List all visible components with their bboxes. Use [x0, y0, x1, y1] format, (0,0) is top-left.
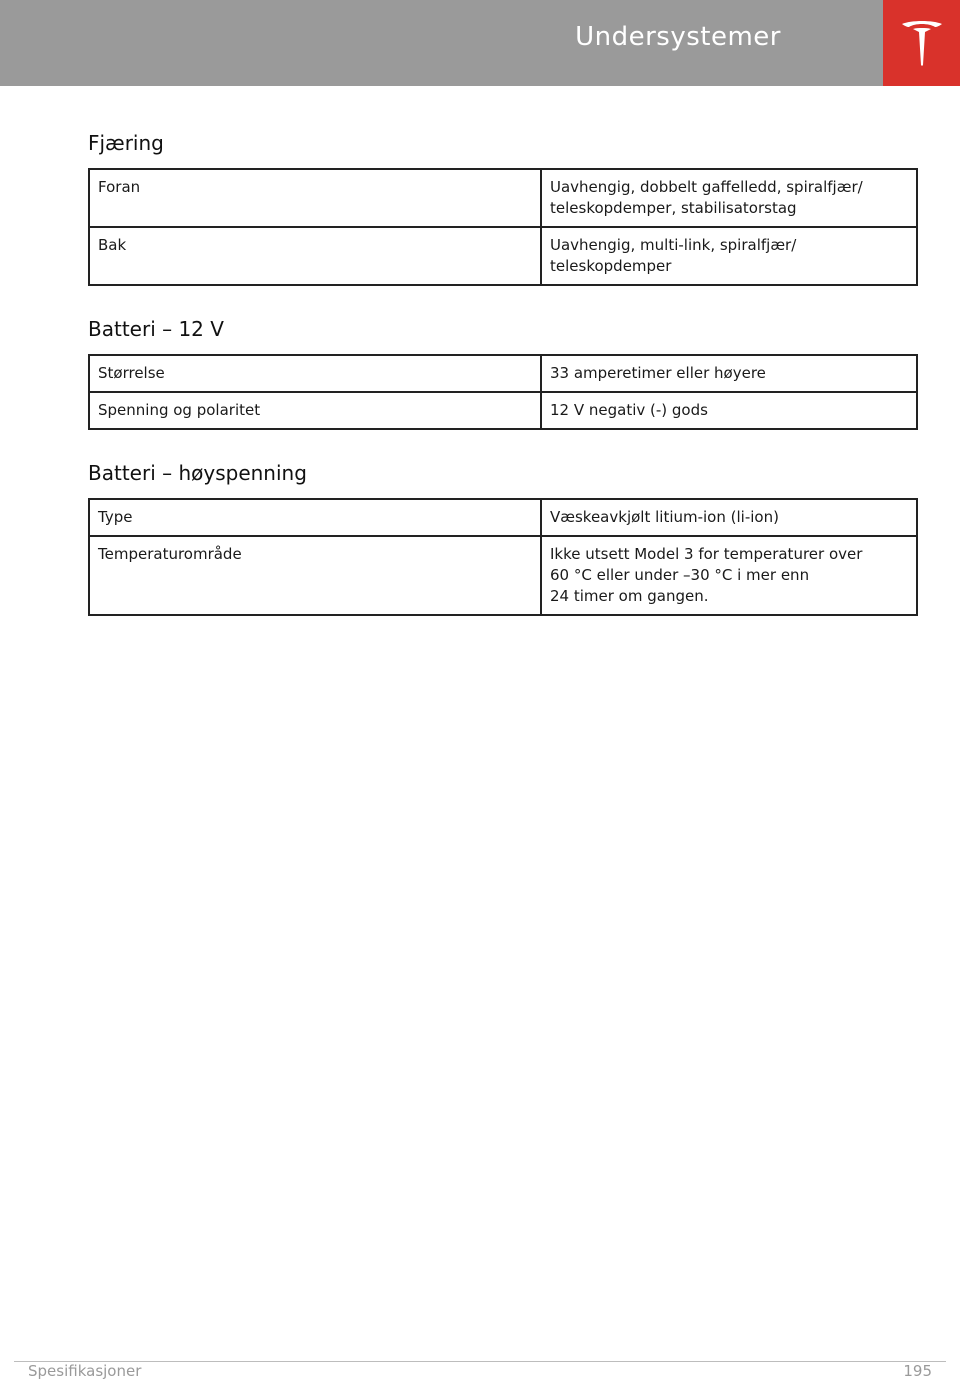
footer-divider	[14, 1361, 946, 1362]
spec-label: Type	[89, 499, 541, 536]
table-row	[89, 392, 917, 429]
spec-value: Uavhengig, multi-link, spiralfjær/ teleskopdemper	[541, 227, 917, 285]
table-row	[89, 169, 917, 227]
spec-table-fjaering	[88, 168, 918, 286]
spec-value: Uavhengig, dobbelt gaffelledd, spiralfjær/ teleskopdemper, stabilisatorstag	[541, 169, 917, 227]
spec-label: Størrelse	[89, 355, 541, 392]
spec-value: 12 V negativ (-) gods	[541, 392, 917, 429]
spec-value: 33 amperetimer eller høyere	[541, 355, 917, 392]
section-title-batteri-12v: Batteri – 12 V	[88, 317, 224, 341]
page-header	[0, 0, 883, 86]
table-row	[89, 499, 917, 536]
footer-section-name: Spesifikasjoner	[28, 1362, 142, 1380]
table-row	[89, 355, 917, 392]
header-title: Undersystemer	[575, 22, 781, 52]
footer-page-number: 195	[903, 1362, 932, 1380]
table-row	[89, 227, 917, 285]
section-title-fjaering: Fjæring	[88, 131, 164, 155]
main-content	[88, 128, 918, 616]
spec-label: Spenning og polaritet	[89, 392, 541, 429]
table-row	[89, 536, 917, 615]
spec-label: Temperaturområde	[89, 536, 541, 615]
spec-label: Bak	[89, 227, 541, 285]
brand-logo	[883, 0, 960, 86]
spec-table-batteri-12v	[88, 354, 918, 430]
spec-table-batteri-hoyspenning	[88, 498, 918, 616]
spec-label: Foran	[89, 169, 541, 227]
tesla-logo-icon	[899, 18, 945, 68]
spec-value: Væskeavkjølt litium-ion (li-ion)	[541, 499, 917, 536]
spec-value: Ikke utsett Model 3 for temperaturer over 60 °C eller under –30 °C i mer enn 24 timer om gangen.	[541, 536, 917, 615]
section-title-batteri-hoyspenning: Batteri – høyspenning	[88, 461, 307, 485]
